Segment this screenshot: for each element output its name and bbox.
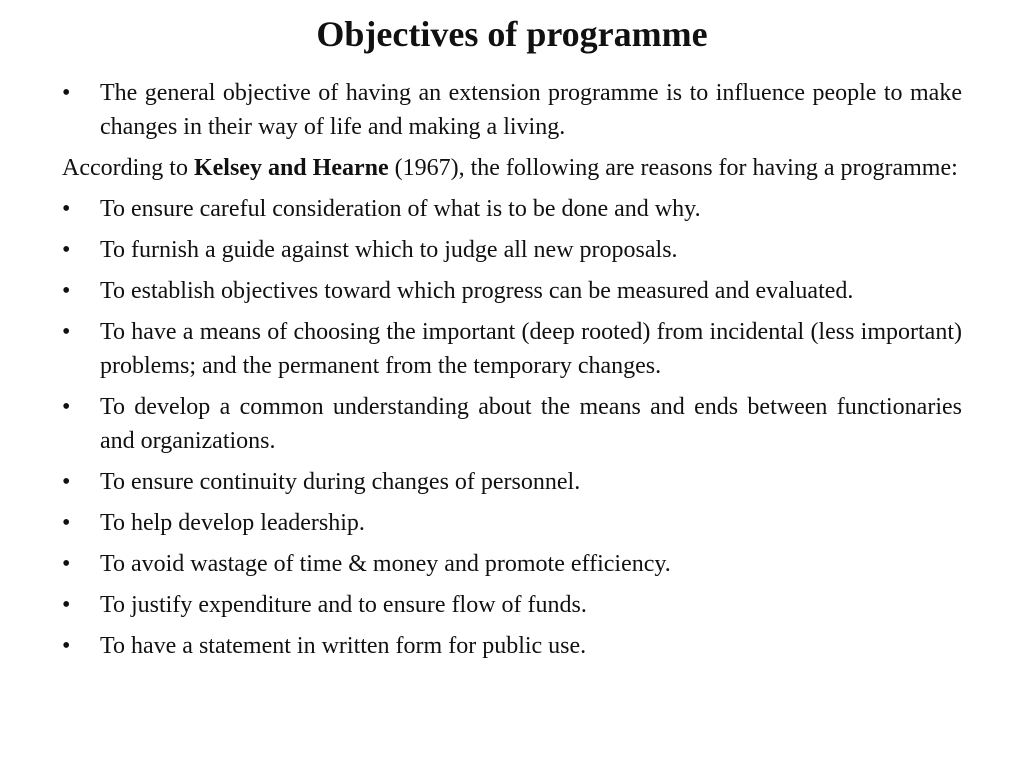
bullet-text: To help develop leadership. (100, 510, 365, 536)
slide-title: Objectives of programme (316, 14, 708, 54)
bullet-item (62, 506, 962, 540)
bullet-item (62, 274, 962, 308)
bullet-glyph: • (62, 551, 71, 577)
bullet-glyph: • (62, 394, 71, 420)
bullet-glyph: • (62, 469, 71, 495)
bullet-text: To ensure continuity during changes of personnel. (100, 469, 581, 495)
authors-name: Kelsey and Hearne (193, 155, 389, 181)
bullet-text: To avoid wastage of time & money and promote efficiency. (100, 551, 671, 577)
bullet-text: The general objective of having an extension programme is to influence people to make changes in their way of life and making a living. (100, 80, 962, 140)
bullet-item (62, 629, 962, 663)
bullet-glyph: • (62, 80, 71, 106)
bullet-item (62, 547, 962, 581)
bullet-item (62, 588, 962, 622)
bullet-text: To develop a common understanding about the means and ends between functionaries and organizations. (100, 394, 962, 454)
bullet-glyph: • (62, 319, 71, 345)
bullet-text: To have a statement in written form for public use. (100, 633, 587, 659)
bullet-item (62, 465, 962, 499)
bullet-item (62, 390, 962, 458)
bullet-text: To have a means of choosing the important (deep rooted) from incidental (less important) problems; and the permanent from the temporary changes. (100, 319, 962, 379)
bullet-item-general-objective (62, 76, 962, 144)
bullet-glyph: • (62, 510, 71, 536)
according-prefix: According to (62, 155, 194, 181)
bullet-glyph: • (62, 237, 71, 263)
bullet-item (62, 192, 962, 226)
according-suffix: (1967), the following are reasons for having a programme: (388, 155, 958, 181)
bullet-glyph: • (62, 592, 71, 618)
bullet-glyph: • (62, 278, 71, 304)
bullet-item (62, 315, 962, 383)
bullet-text: To establish objectives toward which progress can be measured and evaluated. (100, 278, 854, 304)
according-paragraph (62, 151, 962, 185)
bullet-glyph: • (62, 196, 71, 222)
bullet-glyph: • (62, 633, 71, 659)
bullet-item (62, 233, 962, 267)
bullet-text: To furnish a guide against which to judge all new proposals. (100, 237, 678, 263)
bullet-text: To justify expenditure and to ensure flow of funds. (100, 592, 587, 618)
slide-content (62, 76, 962, 670)
bullet-text: To ensure careful consideration of what is to be done and why. (100, 196, 701, 222)
